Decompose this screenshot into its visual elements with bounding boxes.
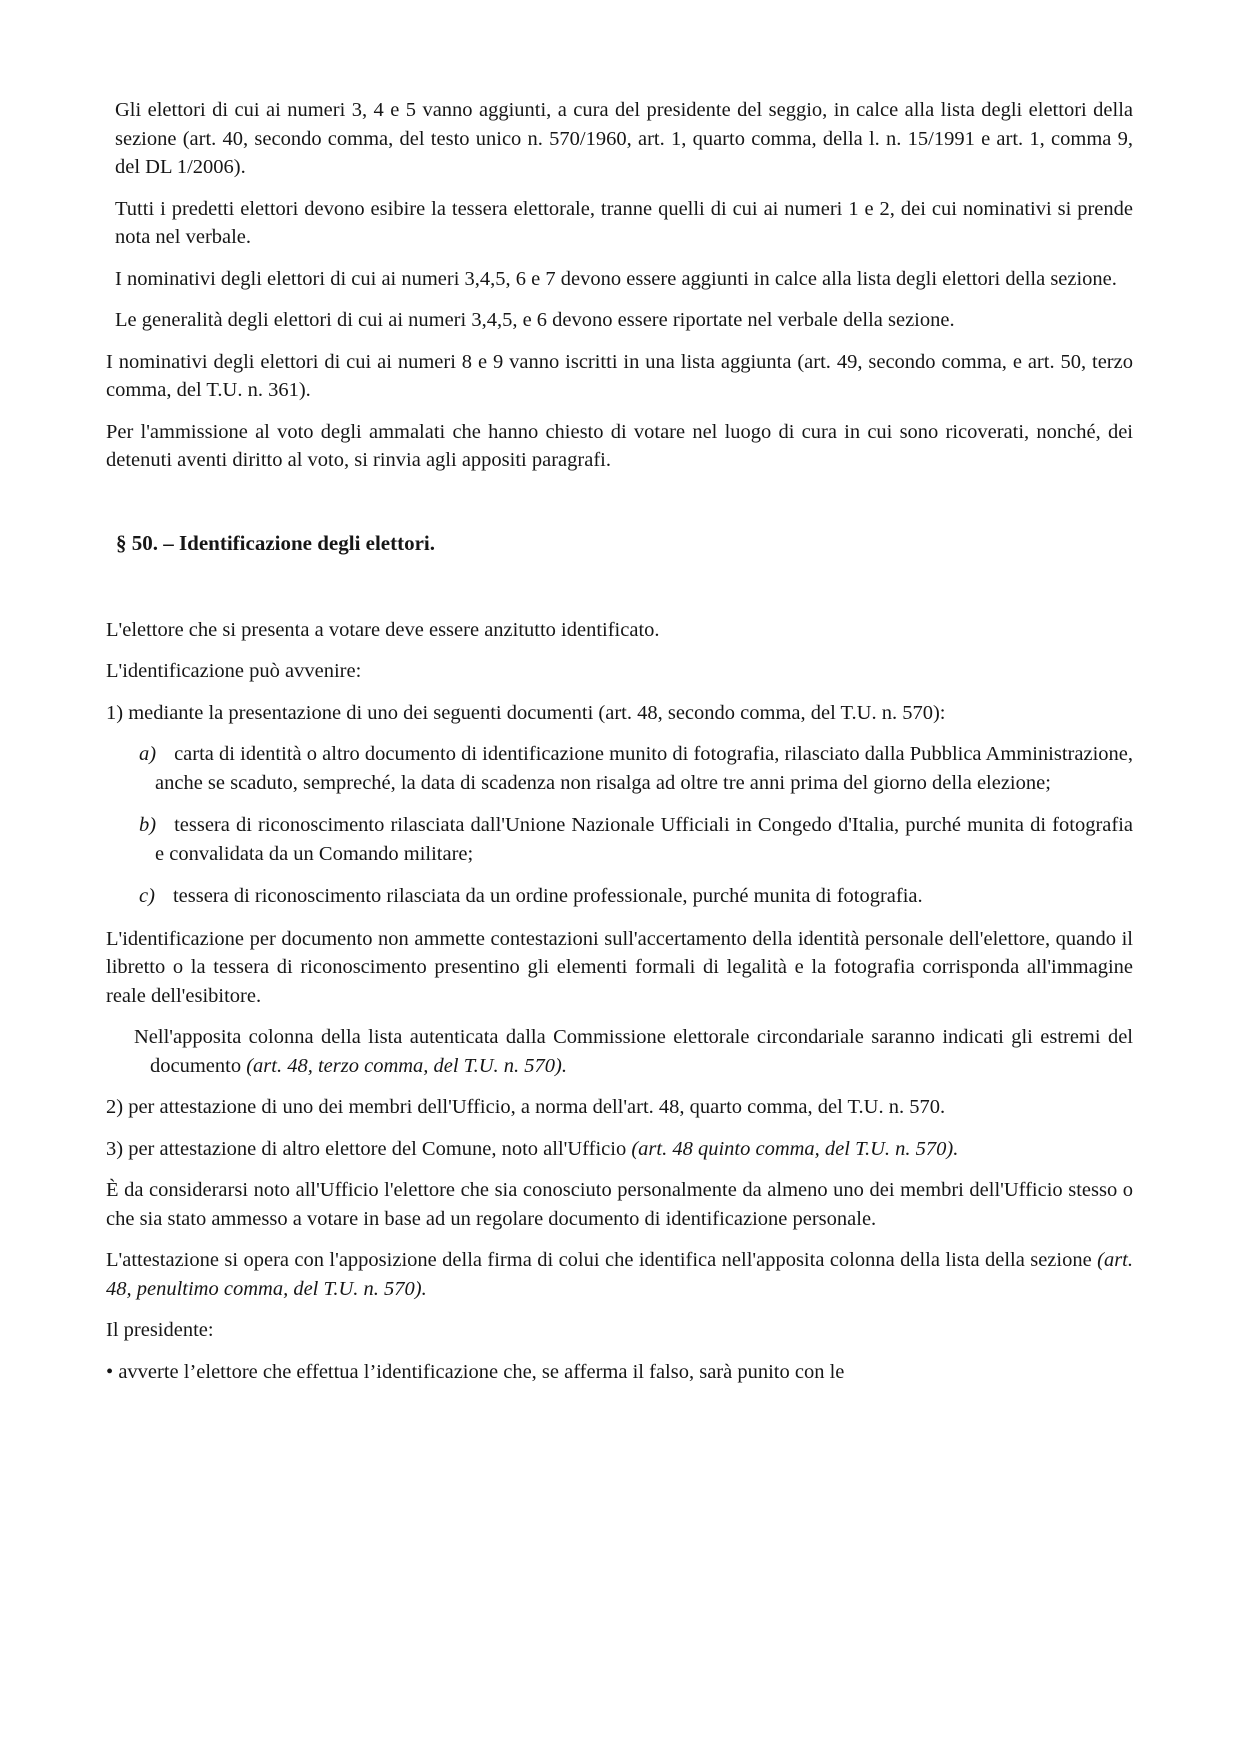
paragraph-bullet-avverte-text: avverte l’elettore che effettua l’identificazione che, se afferma il falso, sarà punito con le xyxy=(118,1360,845,1383)
paragraph-ammissione-voto: Per l'ammissione al voto degli ammalati che hanno chiesto di votare nel luogo di cura in cui sono ricoverati, nonché, dei detenuti aventi diritto al voto, si rinvia agli appositi paragrafi. xyxy=(106,420,1133,471)
list-item-b-text: tessera di riconoscimento rilasciata dall'Unione Nazionale Ufficiali in Congedo d'Italia, purché munita di fotografia e convalidata da un Comando militare; xyxy=(155,814,1133,865)
paragraph-item-3-text: 3) per attestazione di altro elettore del Comune, noto all'Ufficio xyxy=(106,1137,632,1160)
list-marker-b: b) xyxy=(139,814,157,836)
list-item-c-text: tessera di riconoscimento rilasciata da un ordine professionale, purché munita di fotografia. xyxy=(172,885,923,907)
citation-art-48-terzo-comma: (art. 48, terzo comma, del T.U. n. 570). xyxy=(246,1054,567,1077)
paragraph-attestazione-firma-text: L'attestazione si opera con l'apposizione della firma di colui che identifica nell'apposita colonna della lista della sezione xyxy=(106,1249,1098,1271)
citation-art-48-penultimo-comma: (art. 48, penultimo comma, del T.U. n. 570). xyxy=(106,1249,1133,1300)
list-marker-a: a) xyxy=(139,743,157,765)
paragraph-apposita-colonna xyxy=(106,1023,1133,1080)
paragraph-nominativi-3-7: I nominativi degli elettori di cui ai numeri 3,4,5, 6 e 7 devono essere aggiunti in calce alla lista degli elettori della sezione. xyxy=(115,267,1117,290)
list-item-a xyxy=(106,740,1133,797)
paragraph-identificazione-avvenire: L'identificazione può avvenire: xyxy=(106,660,362,682)
list-item-b xyxy=(106,811,1133,868)
paragraph-apposita-colonna-text: Nell'apposita colonna della lista autenticata dalla Commissione elettorale circondariale saranno indicati gli estremi del documento xyxy=(134,1026,1133,1077)
list-item-c xyxy=(106,882,1133,911)
bullet-glyph: • xyxy=(106,1360,114,1383)
paragraph-noto-ufficio: È da considerarsi noto all'Ufficio l'elettore che sia conosciuto personalmente da almeno uno dei membri dell'Ufficio stesso o che sia stato ammesso a votare in base ad un regolare documento di identificazione personale. xyxy=(106,1179,1133,1230)
paragraph-elettore-presenta: L'elettore che si presenta a votare deve essere anzitutto identificato. xyxy=(106,618,660,641)
paragraph-tessera-elettorale: Tutti i predetti elettori devono esibire la tessera elettorale, tranne quelli di cui ai numeri 1 e 2, dei cui nominativi si prende nota nel verbale. xyxy=(115,197,1133,248)
document-list xyxy=(106,740,1133,911)
paragraph-item-1: 1) mediante la presentazione di uno dei seguenti documenti (art. 48, secondo comma, del T.U. n. 570): xyxy=(106,701,946,724)
paragraph-attestazione-firma xyxy=(106,1246,1133,1303)
paragraph-generalita: Le generalità degli elettori di cui ai numeri 3,4,5, e 6 devono essere riportate nel verbale della sezione. xyxy=(115,309,955,331)
paragraph-bullet-avverte xyxy=(106,1358,1133,1387)
citation-art-48-quinto-comma: (art. 48 quinto comma, del T.U. n. 570). xyxy=(631,1137,959,1160)
paragraph-il-presidente: Il presidente: xyxy=(106,1319,214,1341)
section-heading: § 50. – Identificazione degli elettori. xyxy=(116,530,436,555)
list-item-a-text: carta di identità o altro documento di identificazione munito di fotografia, rilasciato dalla Pubblica Amministrazione, anche se scaduto, sempreché, la data di scadenza non risalga ad oltre tre anni prima del giorno della elezione; xyxy=(155,743,1133,794)
paragraph-electors-3-4-5: Gli elettori di cui ai numeri 3, 4 e 5 vanno aggiunti, a cura del presidente del seggio, in calce alla lista degli elettori della sezione (art. 40, secondo comma, del testo unico n. 570/1960, art. 1, quarto comma, della l. n. 15/1991 e art. 1, comma 9, del DL 1/2006). xyxy=(115,99,1133,178)
list-marker-c: c) xyxy=(139,885,155,907)
paragraph-item-2: 2) per attestazione di uno dei membri dell'Ufficio, a norma dell'art. 48, quarto comma, del T.U. n. 570. xyxy=(106,1096,946,1118)
paragraph-item-3 xyxy=(106,1135,1133,1164)
paragraph-identificazione-documento: L'identificazione per documento non ammette contestazioni sull'accertamento della identità personale dell'elettore, quando il libretto o la tessera di riconoscimento presentino gli elementi formali di legalità e la fotografia corrisponda all'immagine reale dell'esibitore. xyxy=(106,927,1133,1007)
paragraph-nominativi-8-9: I nominativi degli elettori di cui ai numeri 8 e 9 vanno iscritti in una lista aggiunta (art. 49, secondo comma, e art. 50, terzo comma, del T.U. n. 361). xyxy=(106,350,1133,401)
